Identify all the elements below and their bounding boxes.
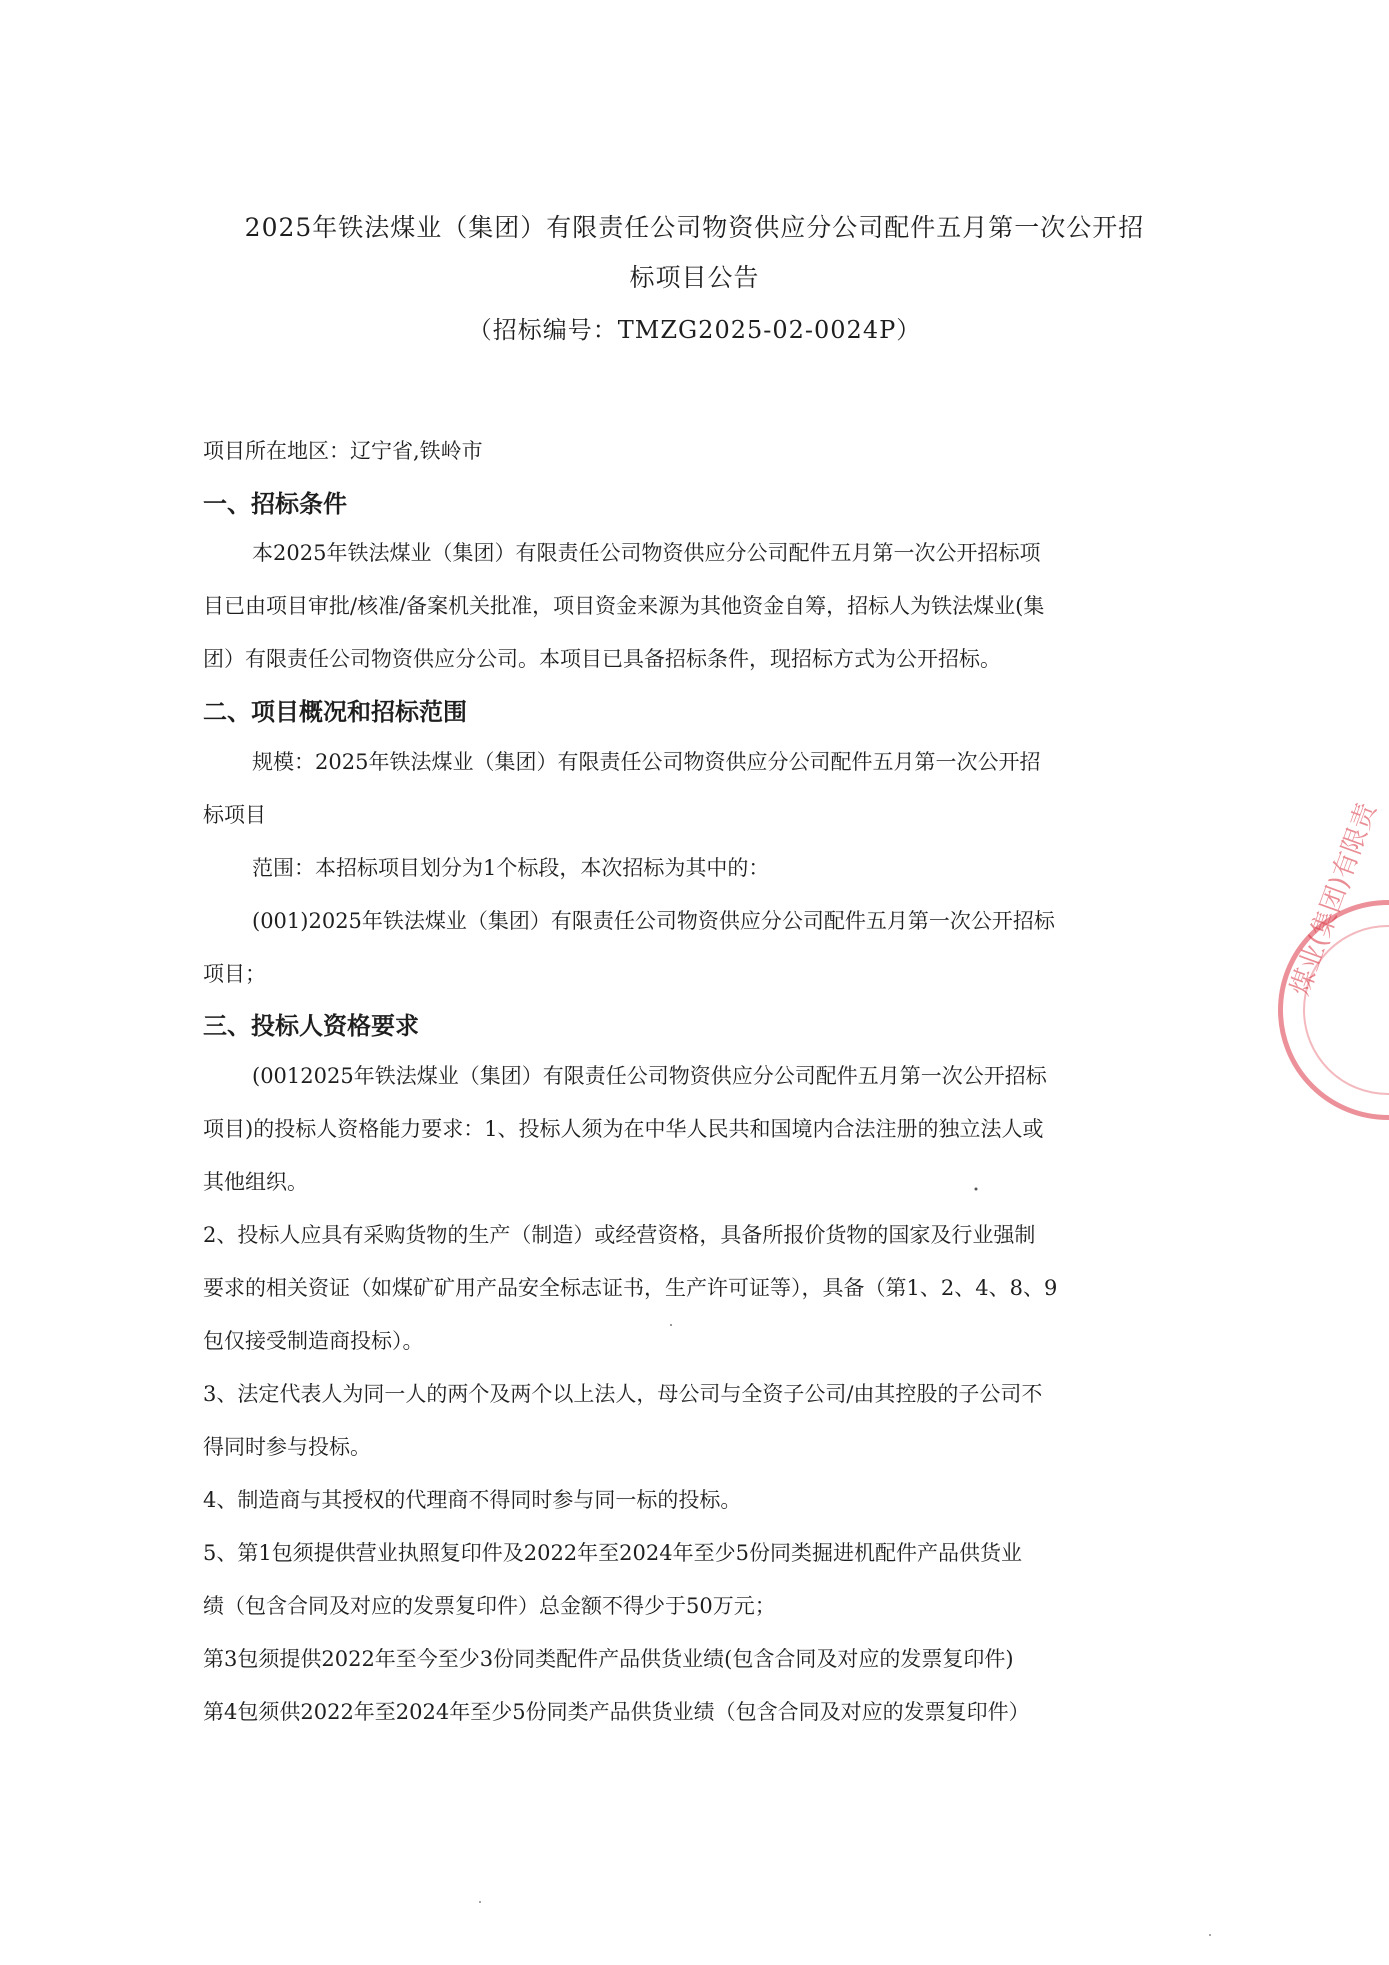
paragraph-line: 项目； — [203, 962, 266, 986]
document-title-line1: 2025年铁法煤业（集团）有限责任公司物资供应分公司配件五月第一次公开招 — [244, 213, 1145, 242]
paragraph-line: 团）有限责任公司物资供应分公司。本项目已具备招标条件，现招标方式为公开招标。 — [203, 647, 1001, 671]
paragraph-line: 项目)的投标人资格能力要求：1、投标人须为在中华人民共和国境内合法注册的独立法人或 — [203, 1117, 1044, 1141]
paragraph-line: 第4包须供2022年至2024年至少5份同类产品供货业绩（包含合同及对应的发票复印件） — [203, 1700, 1030, 1724]
paragraph-line: 绩（包含合同及对应的发票复印件）总金额不得少于50万元； — [203, 1594, 776, 1618]
project-region: 项目所在地区：辽宁省,铁岭市 — [203, 439, 483, 463]
paragraph-line: 要求的相关资证（如煤矿矿用产品安全标志证书，生产许可证等），具备（第1、2、4、8、9 — [203, 1276, 1058, 1300]
section-heading-project-overview: 二、项目概况和招标范围 — [203, 698, 467, 726]
section-heading-bidder-qualifications: 三、投标人资格要求 — [203, 1012, 419, 1040]
section-heading-bid-conditions: 一、招标条件 — [203, 490, 347, 518]
document-title-line2: 标项目公告 — [629, 263, 760, 292]
paragraph-line: 标项目 — [203, 803, 266, 827]
company-seal-text: 煤业(集团)有限责 — [1285, 799, 1383, 1000]
paragraph-line: 第3包须提供2022年至今至少3份同类配件产品供货业绩(包含合同及对应的发票复印件) — [203, 1647, 1014, 1671]
paragraph-line: (001)2025年铁法煤业（集团）有限责任公司物资供应分公司配件五月第一次公开招标 — [252, 909, 1055, 933]
paragraph-line: 范围：本招标项目划分为1个标段，本次招标为其中的： — [252, 856, 770, 880]
paragraph-line: 5、第1包须提供营业执照复印件及2022年至2024年至少5份同类掘进机配件产品供货业 — [203, 1541, 1022, 1565]
paragraph-line: 4、制造商与其授权的代理商不得同时参与同一标的投标。 — [203, 1488, 742, 1512]
paragraph-line: 规模：2025年铁法煤业（集团）有限责任公司物资供应分公司配件五月第一次公开招 — [252, 750, 1041, 774]
paragraph-line: 目已由项目审批/核准/备案机关批准，项目资金来源为其他资金自筹，招标人为铁法煤业(集 — [203, 594, 1045, 618]
paragraph-line: 其他组织。 — [203, 1170, 308, 1194]
paragraph-line: (0012025年铁法煤业（集团）有限责任公司物资供应分公司配件五月第一次公开招标 — [252, 1064, 1047, 1088]
paragraph-line: 2、投标人应具有采购货物的生产（制造）或经营资格，具备所报价货物的国家及行业强制 — [203, 1223, 1036, 1247]
paragraph-line: 3、法定代表人为同一人的两个及两个以上法人，母公司与全资子公司/由其控股的子公司不 — [203, 1382, 1043, 1406]
bid-number: （招标编号：TMZG2025-02-0024P） — [467, 316, 922, 344]
paragraph-line: 包仅接受制造商投标）。 — [203, 1329, 424, 1353]
paragraph-line: 本2025年铁法煤业（集团）有限责任公司物资供应分公司配件五月第一次公开招标项 — [252, 541, 1041, 565]
paragraph-line: 得同时参与投标。 — [203, 1435, 371, 1459]
